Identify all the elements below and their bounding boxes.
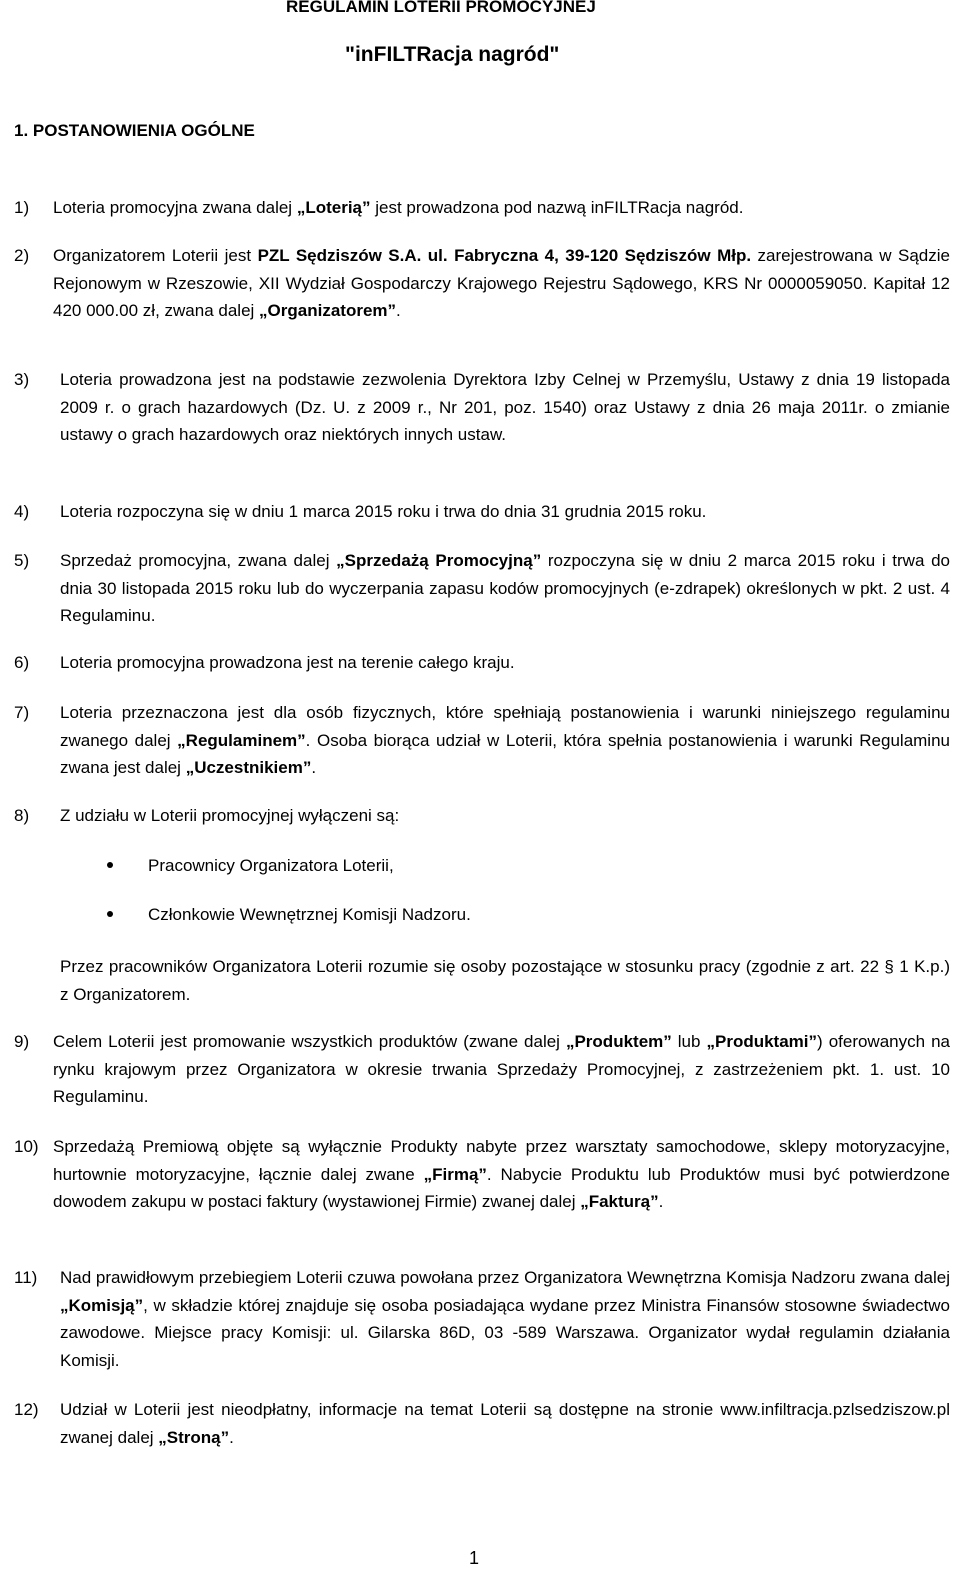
paragraph-7: Loteria przeznaczona jest dla osób fizycznych, które spełniają postanowienia i warunki niniejszego regulaminu zwanego dalej „Regulaminem”. Osoba biorąca udział w Loterii, która spełnia postanowienia i warunki Regulaminu zwana jest dalej „Uczestnikiem”.	[60, 703, 950, 777]
bullet-icon	[107, 911, 113, 917]
paragraph-9: Celem Loterii jest promowanie wszystkich produktów (zwane dalej „Produktem” lub „Produktami”) oferowanych na rynku krajowym przez Organizatora w okresie trwania Sprzedaży Promocyjnej, z zastrzeżeniem pkt. 1. ust. 10 Regulaminu.	[53, 1032, 950, 1106]
item-number: 9)	[14, 1032, 30, 1051]
section-title: 1. POSTANOWIENIA OGÓLNE	[14, 121, 255, 140]
item-number: 7)	[14, 703, 30, 722]
paragraph-8: Z udziału w Loterii promocyjnej wyłączeni są:	[60, 806, 400, 825]
bullet-icon	[107, 862, 113, 868]
exclusion-item: Członkowie Wewnętrznej Komisji Nadzoru.	[148, 905, 471, 924]
item-number: 4)	[14, 502, 30, 521]
document-title: REGULAMIN LOTERII PROMOCYJNEJ	[286, 0, 596, 16]
item-number: 8)	[14, 806, 30, 825]
paragraph-12: Udział w Loterii jest nieodpłatny, informacje na temat Loterii są dostępne na stronie www.infiltracja.pzlsedziszow.pl zwanej dalej „Stroną”.	[60, 1400, 950, 1447]
paragraph-1: Loteria promocyjna zwana dalej „Loterią” jest prowadzona pod nazwą inFILTRacja nagród.	[53, 198, 744, 217]
paragraph-2: Organizatorem Loterii jest PZL Sędziszów S.A. ul. Fabryczna 4, 39-120 Sędziszów Młp. zarejestrowana w Sądzie Rejonowym w Rzeszowie, XII Wydział Gospodarczy Krajowego Rejestru Sądowego, KRS Nr 0000059050. Kapitał 12 420 000.00 zł, zwana dalej „Organizatorem”.	[53, 246, 950, 320]
item-number: 10)	[14, 1137, 39, 1156]
paragraph-8-note: Przez pracowników Organizatora Loterii rozumie się osoby pozostające w stosunku pracy (zgodnie z art. 22 § 1 K.p.) z Organizatorem.	[60, 957, 950, 1004]
item-number: 3)	[14, 370, 30, 389]
paragraph-4: Loteria rozpoczyna się w dniu 1 marca 2015 roku i trwa do dnia 31 grudnia 2015 roku.	[60, 502, 707, 521]
paragraph-3: Loteria prowadzona jest na podstawie zezwolenia Dyrektora Izby Celnej w Przemyślu, Ustawy z dnia 19 listopada 2009 r. o grach hazardowych (Dz. U. z 2009 r., Nr 201, poz. 1540) oraz Ustawy z dnia 26 maja 2011r. o zmianie ustawy o grach hazardowych oraz niektórych innych ustaw.	[60, 370, 950, 444]
paragraph-6: Loteria promocyjna prowadzona jest na terenie całego kraju.	[60, 653, 515, 672]
item-number: 2)	[14, 246, 30, 265]
paragraph-11: Nad prawidłowym przebiegiem Loterii czuwa powołana przez Organizatora Wewnętrzna Komisja Nadzoru zwana dalej „Komisją”, w składzie której znajduje się osoba posiadająca wydane przez Ministra Finansów stosowne świadectwo zawodowe. Miejsce pracy Komisji: ul. Gilarska 86D, 03 -589 Warszawa. Organizator wydał regulamin działania Komisji.	[60, 1268, 950, 1370]
item-number: 11)	[14, 1268, 38, 1287]
document-subtitle: "inFILTRacja nagród"	[345, 43, 560, 66]
item-number: 6)	[14, 653, 30, 672]
page-number: 1	[469, 1548, 480, 1568]
exclusion-item: Pracownicy Organizatora Loterii,	[148, 856, 394, 875]
paragraph-10: Sprzedażą Premiową objęte są wyłącznie Produkty nabyte przez warsztaty samochodowe, sklepy motoryzacyjne, hurtownie motoryzacyjne, łącznie dalej zwane „Firmą”. Nabycie Produktu lub Produktów musi być potwierdzone dowodem zakupu w postaci faktury (wystawionej Firmie) zwanej dalej „Fakturą”.	[53, 1137, 950, 1211]
paragraph-5: Sprzedaż promocyjna, zwana dalej „Sprzedażą Promocyjną” rozpoczyna się w dniu 2 marca 2015 roku i trwa do dnia 30 listopada 2015 roku lub do wyczerpania zapasu kodów promocyjnych (e-zdrapek) określonych w pkt. 2 ust. 4 Regulaminu.	[60, 551, 950, 625]
item-number: 1)	[14, 198, 30, 217]
item-number: 12)	[14, 1400, 39, 1419]
item-number: 5)	[14, 551, 30, 570]
